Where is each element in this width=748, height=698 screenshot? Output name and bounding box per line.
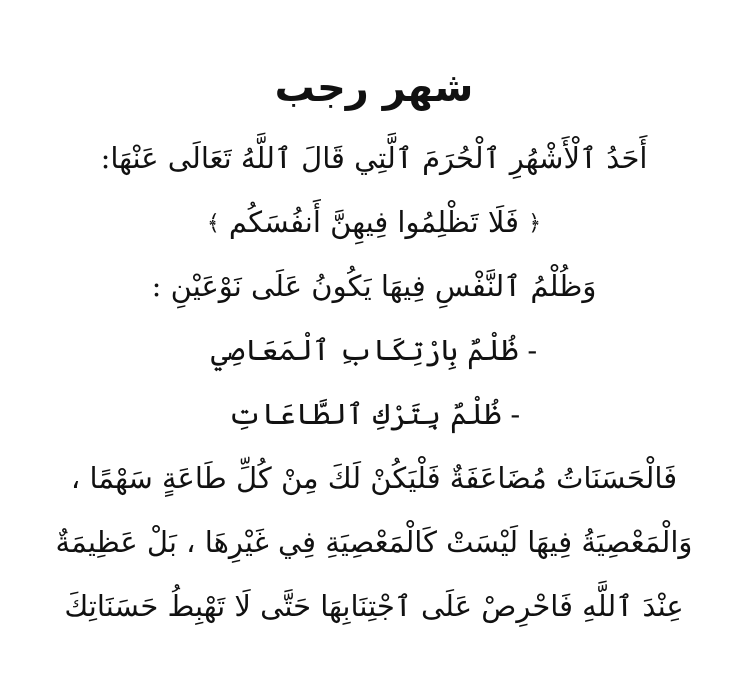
text-line-4: - ظُلْمٌ بِارْتِكَابِ ٱلْمَعَاصِي [210, 333, 538, 367]
text-line-3: وَظُلْمُ ٱلنَّفْسِ فِيهَا يَكُونُ عَلَى نَوْعَيْنِ : [151, 269, 597, 303]
text-line-7: وَالْمَعْصِيَةُ فِيهَا لَيْسَتْ كَالْمَعْصِيَةِ فِي غَيْرِهَا ، بَلْ عَظِيمَةٌ [55, 525, 693, 559]
text-line-8: عِنْدَ ٱللَّهِ فَاحْرِصْ عَلَى ٱجْتِنَابِهَا حَتَّى لَا تَهْبِطُ حَسَنَاتِكَ [64, 589, 684, 623]
ornate-bracket-close: ﴾ [206, 211, 220, 236]
page-title: شهر رجب [274, 65, 474, 111]
quran-verse-text: فَلَا تَظْلِمُوا فِيهِنَّ أَنفُسَكُم [228, 205, 520, 239]
text-line-6: فَالْحَسَنَاتُ مُضَاعَفَةٌ فَلْيَكُنْ لَكَ مِنْ كُلِّ طَاعَةٍ سَهْمًا ، [70, 461, 678, 495]
text-body [24, 126, 724, 638]
ornate-bracket-open: ﴿ [528, 211, 542, 236]
text-line-5: - ظُلْمٌ بِتَرْكِ ٱلطَّاعَاتِ [227, 397, 521, 431]
quran-verse-line [24, 190, 724, 254]
text-line-1: أَحَدُ ٱلْأَشْهُرِ ٱلْحُرَمَ ٱلَّتِي قَالَ ٱللَّهُ تَعَالَى عَنْهَا: [100, 141, 648, 175]
